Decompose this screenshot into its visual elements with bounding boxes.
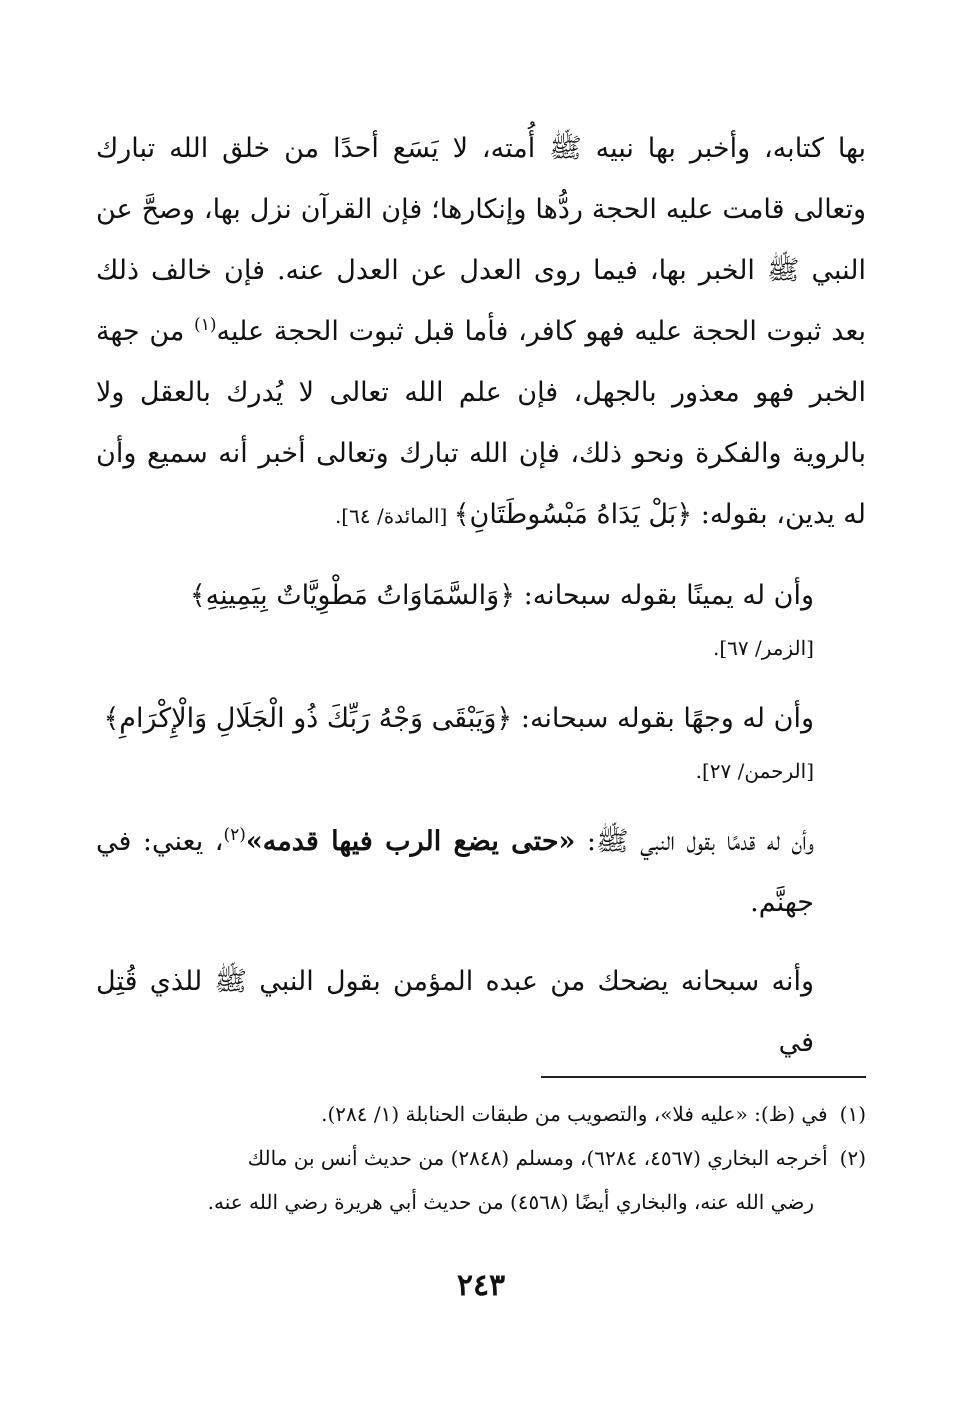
paragraph-4 [96,811,866,933]
paragraph-1 [96,118,866,547]
paragraph-3 [96,688,866,793]
paragraph-5 [96,951,866,1073]
footnote-2-number: (٢) [839,1146,866,1170]
paragraph-2-text: وأن له يمينًا بقوله سبحانه: [515,580,814,611]
verse-reference-1: [المائدة/ ٦٤]. [334,504,454,528]
verse-reference-2: [الزمر/ ٦٧]. [713,636,814,660]
footnotes [96,1092,866,1224]
paragraph-5-text: وأنه سبحانه يضحك من عبده المؤمن بقول النبي ﷺ للذي قُتِل في [96,966,814,1058]
footnote-1-number: (١) [839,1102,866,1126]
paragraph-4-text: وأن له قدمًا بقول النبي ﷺ: [575,826,814,857]
paragraph-1-text-2: من جهة الخبر فهو معذور بالجهل، فإن علم الله تعالى لا يُدرك بالعقل ولا بالروية والفكرة ونحو ذلك، فإن الله تبارك وتعالى أخبر أنه سميع وأن له يدين، بقوله: [96,316,866,530]
footnote-2-text: أخرجه البخاري (٤٥٦٧، ٦٢٨٤)، ومسلم (٢٨٤٨) من حديث أنس بن مالك [247,1146,828,1170]
hadith-quote: «حتى يضع الرب فيها قدمه» [245,826,576,857]
main-text [96,118,866,1073]
footnote-2 [96,1136,866,1224]
footnote-1 [96,1092,866,1136]
paragraph-4-text-2: ، يعني: في جهنَّم. [96,826,814,918]
quran-verse-3: ﴿وَيَبْقَى وَجْهُ رَبِّكَ ذُو الْجَلَالِ وَالْإِكْرَامِ﴾ [103,703,513,734]
footnote-ref-2[interactable]: (٢) [223,825,246,845]
paragraph-2 [96,565,866,670]
quran-verse-2: ﴿وَالسَّمَاوَاتُ مَطْوِيَّاتٌ بِيَمِينِهِ﴾ [189,580,516,611]
footnote-2-continuation: رضي الله عنه، والبخاري أيضًا (٤٥٦٨) من حديث أبي هريرة رضي الله عنه. [207,1190,814,1214]
footnote-ref-1[interactable]: (١) [194,315,217,335]
footnote-separator [541,1076,866,1078]
verse-reference-3: [الرحمن/ ٢٧]. [695,759,814,783]
page-number: ٢٤٣ [456,1268,506,1303]
paragraph-1-text: بها كتابه، وأخبر بها نبيه ﷺ أُمته، لا يَسَع أحدًا من خلق الله تبارك وتعالى قامت عليه الحجة ردُّها وإنكارها؛ فإن القرآن نزل بها، وصحَّ عن النبي ﷺ الخبر بها، فيما روى العدل عن العدل عنه. فإن خالف ذلك بعد ثبوت الحجة عليه فهو كافر، فأما قبل ثبوت الحجة عليه [96,133,866,347]
footnote-1-text: في (ظ): «عليه فلا»، والتصويب من طبقات الحنابلة (١/ ٢٨٤). [321,1102,828,1126]
quran-verse-1: ﴿بَلْ يَدَاهُ مَبْسُوطَتَانِ﴾ [453,499,693,530]
paragraph-3-text: وأن له وجهًا بقوله سبحانه: [512,703,814,734]
